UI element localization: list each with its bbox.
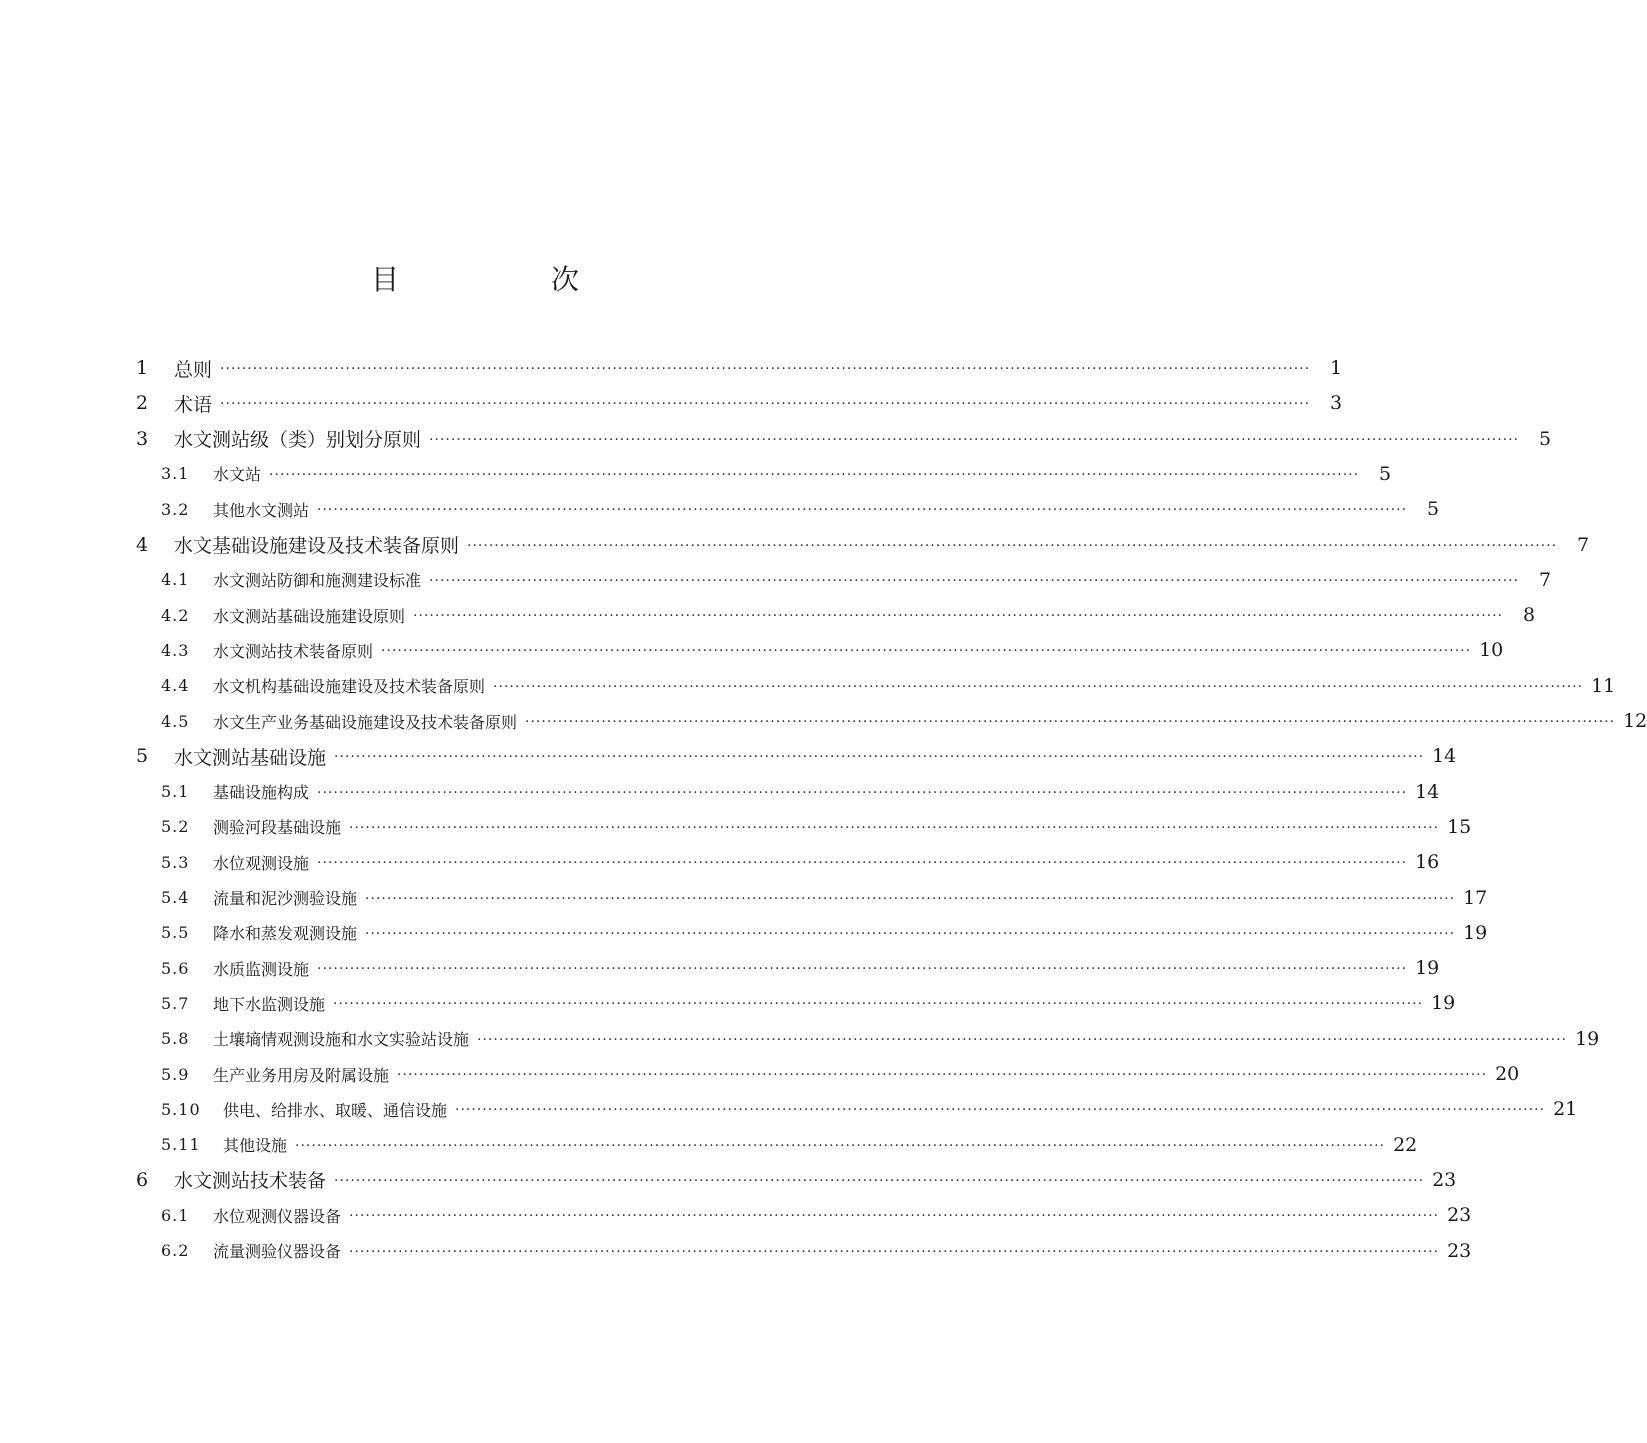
toc-section-number: 1 bbox=[136, 357, 149, 379]
toc-section-number: 4.1 bbox=[161, 570, 190, 590]
toc-page-number: 19 bbox=[1415, 957, 1440, 980]
toc-section-number: 5.1 bbox=[161, 782, 190, 802]
toc-page-number: 19 bbox=[1575, 1027, 1600, 1050]
toc-page-number: 7 bbox=[1538, 568, 1552, 591]
toc-dot-leader: ········································································································································································································ bbox=[349, 819, 1440, 836]
toc-section-title: 降水和蒸发观测设施 bbox=[213, 924, 358, 944]
toc-section-number: 4.4 bbox=[161, 676, 190, 696]
toc-dot-leader: ········································································································································································································ bbox=[317, 961, 1408, 978]
toc-section-title: 土壤墒情观测设施和水文实验站设施 bbox=[213, 1030, 470, 1050]
toc-entry[interactable] bbox=[161, 881, 1488, 915]
toc-section-title: 水文站 bbox=[213, 465, 262, 485]
toc-entry[interactable] bbox=[161, 916, 1488, 950]
toc-dot-leader: ········································································································································································································ bbox=[220, 396, 1311, 413]
toc-entry[interactable] bbox=[161, 492, 1440, 526]
toc-section-number: 3.2 bbox=[161, 499, 190, 519]
toc-dot-leader: ········································································································································································································ bbox=[525, 714, 1616, 730]
toc-entry[interactable] bbox=[136, 1163, 1457, 1197]
toc-page-number: 5 bbox=[1538, 427, 1552, 450]
toc-section-title: 水文基础设施建设及技术装备原则 bbox=[174, 535, 460, 557]
toc-entry[interactable] bbox=[161, 457, 1392, 491]
toc-entry[interactable] bbox=[161, 1128, 1418, 1162]
toc-section-title: 水文测站基础设施建设原则 bbox=[213, 606, 406, 626]
toc-section-number: 4.2 bbox=[161, 605, 190, 625]
toc-section-title: 水质监测设施 bbox=[213, 959, 310, 979]
toc-entry[interactable] bbox=[161, 669, 1616, 703]
toc-entry[interactable] bbox=[161, 810, 1472, 844]
page-title: 目 次 bbox=[370, 263, 641, 296]
toc-dot-leader: ········································································································································································································ bbox=[455, 1102, 1546, 1119]
toc-dot-leader: ········································································································································································································ bbox=[365, 890, 1456, 907]
toc-section-number: 5.11 bbox=[161, 1135, 201, 1155]
toc-entry[interactable] bbox=[161, 633, 1504, 667]
toc-section-number: 5.3 bbox=[161, 852, 190, 872]
toc-section-title: 测验河段基础设施 bbox=[213, 818, 342, 838]
toc-section-title: 基础设施构成 bbox=[213, 783, 310, 803]
toc-dot-leader: ········································································································································································································ bbox=[349, 1208, 1440, 1225]
toc-page-number: 5 bbox=[1378, 462, 1392, 485]
toc-section-title: 水文机构基础设施建设及技术装备原则 bbox=[213, 677, 486, 697]
toc-page-number: 1 bbox=[1329, 357, 1343, 379]
toc-dot-leader: ········································································································································································································ bbox=[220, 361, 1311, 377]
toc-entry[interactable] bbox=[161, 986, 1456, 1020]
toc-section-title: 水文测站技术装备原则 bbox=[213, 641, 374, 661]
toc-section-title: 水文测站基础设施 bbox=[174, 746, 327, 769]
toc-section-title: 水文生产业务基础设施建设及技术装备原则 bbox=[213, 712, 518, 732]
toc-dot-leader: ········································································································································································································ bbox=[317, 855, 1408, 872]
toc-section-title: 术语 bbox=[174, 393, 213, 416]
toc-page-number: 23 bbox=[1432, 1168, 1457, 1191]
toc-dot-leader: ········································································································································································································ bbox=[413, 608, 1504, 625]
toc-section-title: 水文测站防御和施测建设标准 bbox=[213, 571, 422, 591]
toc-page-number: 14 bbox=[1432, 745, 1457, 768]
toc-section-title: 总则 bbox=[174, 358, 213, 381]
toc-entry[interactable] bbox=[161, 1198, 1472, 1232]
toc-dot-leader: ········································································································································································································ bbox=[429, 431, 1520, 448]
toc-section-title: 地下水监测设施 bbox=[213, 994, 326, 1014]
toc-entry[interactable] bbox=[161, 951, 1440, 985]
toc-section-number: 6.1 bbox=[161, 1205, 190, 1225]
toc-entry[interactable] bbox=[161, 775, 1440, 809]
toc-page-number: 19 bbox=[1431, 992, 1456, 1015]
toc-section-title: 水文测站级（类）别划分原则 bbox=[174, 429, 422, 452]
toc-dot-leader: ········································································································································································································ bbox=[333, 996, 1424, 1013]
toc-section-title: 水位观测设施 bbox=[213, 853, 310, 873]
toc-entry[interactable] bbox=[161, 1234, 1472, 1268]
toc-dot-leader: ········································································································································································································ bbox=[365, 925, 1456, 942]
toc-page-number: 7 bbox=[1576, 533, 1590, 556]
toc-dot-leader: ········································································································································································································ bbox=[397, 1067, 1488, 1083]
toc-section-title: 供电、给排水、取暖、通信设施 bbox=[223, 1100, 448, 1120]
toc-dot-leader: ········································································································································································································ bbox=[493, 678, 1584, 695]
toc-dot-leader: ········································································································································································································ bbox=[334, 1172, 1425, 1189]
toc-page-number: 23 bbox=[1447, 1204, 1472, 1227]
toc-page-number: 20 bbox=[1495, 1063, 1520, 1085]
toc-section-number: 5.10 bbox=[161, 1099, 201, 1119]
toc-page-number: 8 bbox=[1522, 604, 1536, 627]
toc-section-title: 流量测验仪器设备 bbox=[213, 1242, 342, 1261]
toc-section-number: 3.1 bbox=[161, 464, 190, 484]
toc-section-title: 其他水文测站 bbox=[213, 500, 310, 520]
toc-page-number: 14 bbox=[1415, 780, 1440, 803]
toc-section-number: 5.4 bbox=[161, 888, 190, 907]
toc-entry[interactable] bbox=[161, 704, 1647, 738]
toc-section-number: 5.7 bbox=[161, 993, 190, 1013]
toc-section-number: 5.9 bbox=[161, 1064, 190, 1084]
toc-section-number: 6.2 bbox=[161, 1241, 190, 1260]
toc-section-number: 5.2 bbox=[161, 817, 190, 837]
toc-dot-leader: ········································································································································································································ bbox=[317, 502, 1408, 519]
toc-dot-leader: ········································································································································································································ bbox=[317, 784, 1408, 801]
toc-section-number: 6 bbox=[136, 1168, 149, 1191]
toc-entry[interactable] bbox=[161, 1057, 1520, 1091]
toc-page-number: 22 bbox=[1393, 1133, 1418, 1156]
toc-entry[interactable] bbox=[136, 739, 1457, 773]
toc-entry[interactable] bbox=[136, 386, 1343, 420]
toc-section-number: 2 bbox=[136, 392, 149, 415]
toc-section-number: 4.3 bbox=[161, 640, 190, 660]
toc-dot-leader: ········································································································································································································ bbox=[349, 1243, 1440, 1260]
toc-page-number: 21 bbox=[1553, 1098, 1578, 1121]
toc-section-number: 5 bbox=[136, 745, 149, 768]
toc-page-number: 11 bbox=[1591, 674, 1616, 697]
toc-section-number: 5.5 bbox=[161, 923, 190, 943]
toc-page-number: 5 bbox=[1426, 498, 1440, 521]
toc-entry[interactable] bbox=[161, 563, 1552, 597]
toc-page-number: 12 bbox=[1623, 710, 1647, 732]
toc-entry[interactable] bbox=[136, 422, 1552, 456]
toc-dot-leader: ········································································································································································································ bbox=[381, 643, 1472, 660]
toc-section-title: 其他设施 bbox=[223, 1136, 288, 1156]
toc-dot-leader: ········································································································································································································ bbox=[429, 572, 1520, 589]
toc-page-number: 15 bbox=[1447, 815, 1472, 838]
toc-page-number: 16 bbox=[1415, 851, 1440, 874]
toc-section-title: 流量和泥沙测验设施 bbox=[213, 889, 358, 908]
toc-section-number: 3 bbox=[136, 427, 149, 450]
toc-dot-leader: ········································································································································································································ bbox=[295, 1137, 1386, 1154]
toc-entry[interactable] bbox=[161, 598, 1536, 632]
toc-section-number: 5.8 bbox=[161, 1029, 190, 1049]
toc-section-title: 水文测站技术装备 bbox=[174, 1170, 327, 1193]
toc-section-number: 4 bbox=[136, 533, 149, 556]
toc-section-number: 5.6 bbox=[161, 958, 190, 978]
toc-entry[interactable] bbox=[136, 351, 1343, 385]
toc-entry[interactable] bbox=[161, 1092, 1578, 1126]
toc-page-number: 19 bbox=[1463, 921, 1488, 944]
toc-page-number: 10 bbox=[1479, 639, 1504, 662]
toc-section-number: 4.5 bbox=[161, 711, 190, 731]
toc-dot-leader: ········································································································································································································ bbox=[477, 1031, 1568, 1048]
toc-page-number: 23 bbox=[1447, 1239, 1472, 1262]
toc-dot-leader: ········································································································································································································ bbox=[269, 466, 1360, 483]
toc-entry[interactable] bbox=[136, 528, 1590, 562]
toc-dot-leader: ········································································································································································································ bbox=[334, 749, 1425, 766]
toc-entry[interactable] bbox=[161, 1022, 1600, 1056]
toc-page-number: 17 bbox=[1463, 886, 1488, 909]
toc-section-title: 水位观测仪器设备 bbox=[213, 1206, 342, 1226]
toc-entry[interactable] bbox=[161, 845, 1440, 879]
toc-section-title: 生产业务用房及附属设施 bbox=[213, 1065, 390, 1085]
toc-dot-leader: ········································································································································································································ bbox=[467, 537, 1558, 554]
toc-page-number: 3 bbox=[1329, 392, 1343, 415]
